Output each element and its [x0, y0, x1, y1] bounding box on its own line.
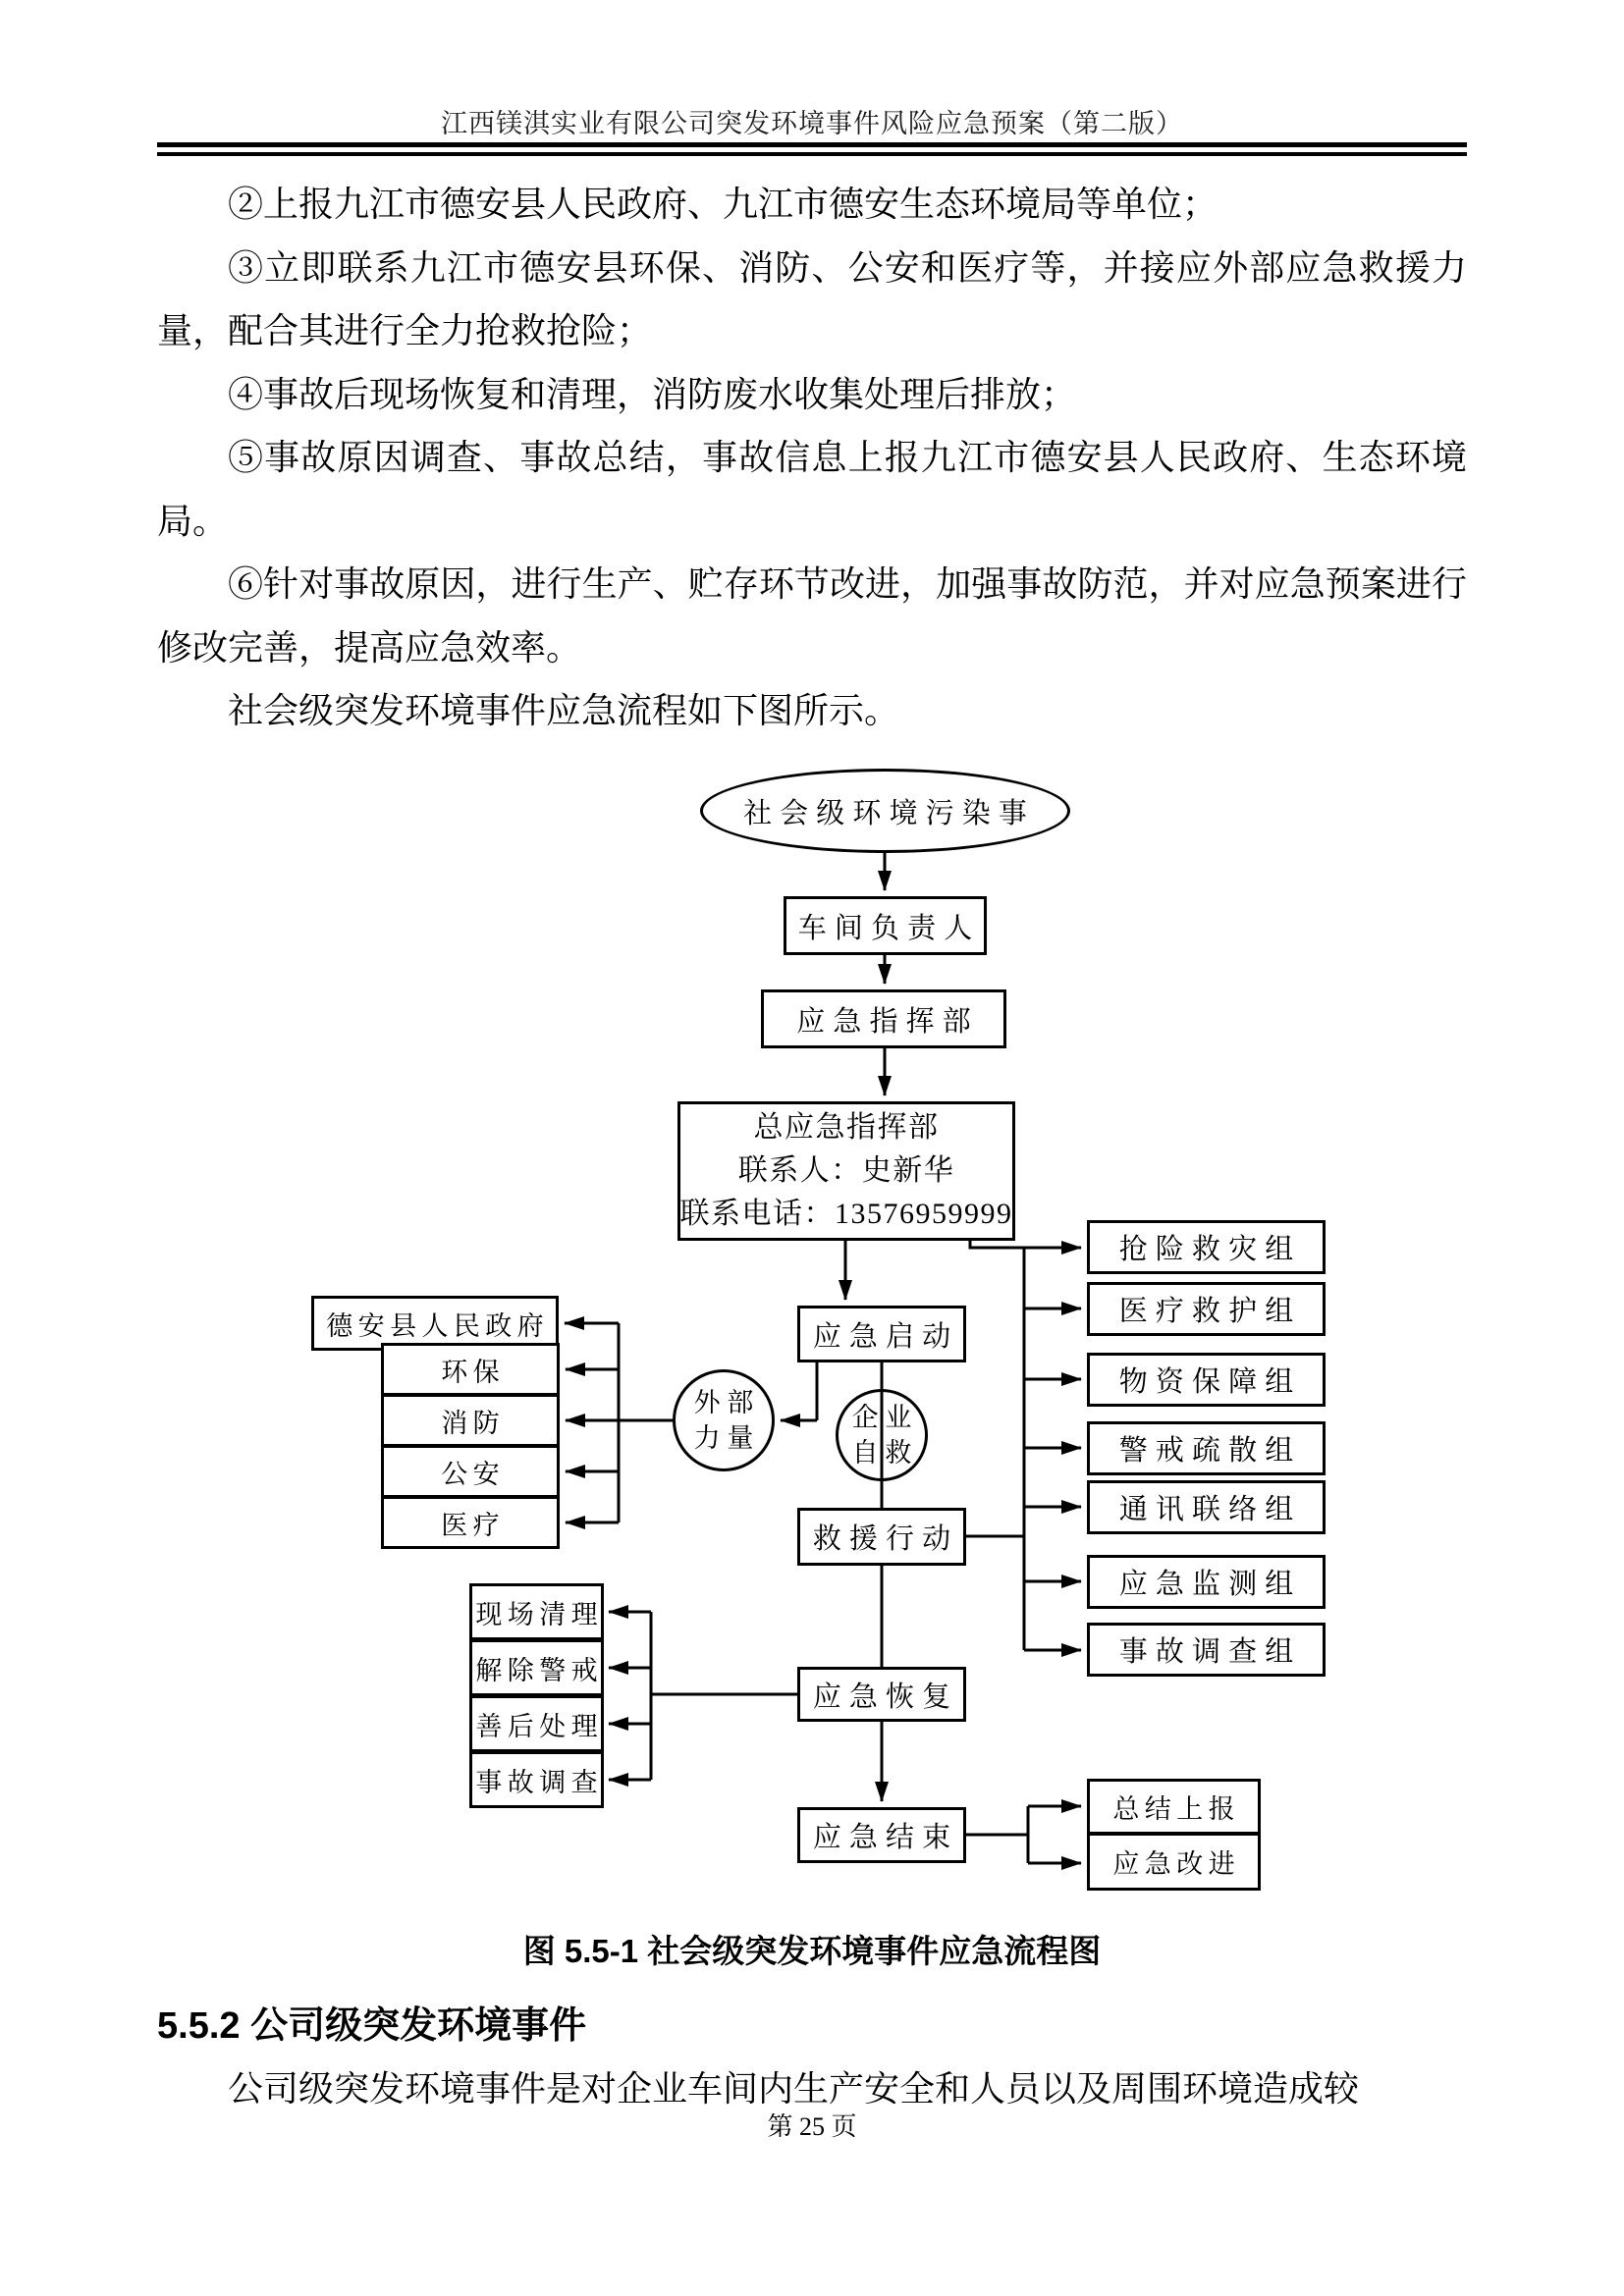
- node-team-rescue-relief: 抢险救灾组: [1087, 1220, 1326, 1274]
- section-heading: 5.5.2 公司级突发环境事件: [157, 2005, 587, 2047]
- paragraph-flow-intro: 社会级突发环境事件应急流程如下图所示。: [228, 691, 900, 730]
- external-force-line2: 力量: [693, 1423, 761, 1453]
- node-summary-report: 总结上报: [1087, 1779, 1261, 1835]
- node-agency-medical: 医疗: [381, 1496, 560, 1549]
- node-emergency-start: 应急启动: [797, 1306, 966, 1362]
- node-self-rescue: [836, 1389, 928, 1481]
- node-team-emergency-monitoring: 应急监测组: [1087, 1555, 1326, 1609]
- node-cleanup-site: 现场清理: [469, 1583, 604, 1640]
- node-team-accident-investigation: 事故调查组: [1087, 1623, 1326, 1677]
- paragraph-step2: ②上报九江市德安县人民政府、九江市德安生态环境局等单位；: [228, 185, 1218, 224]
- paragraph-step4: ④事故后现场恢复和清理，消防废水收集处理后排放；: [228, 374, 1077, 414]
- self-rescue-line1: 企业: [851, 1403, 919, 1432]
- node-agency-police: 公安: [381, 1445, 560, 1498]
- node-county-government: 德安县人民政府: [311, 1296, 559, 1351]
- emergency-flowchart: [0, 764, 1624, 1932]
- hq-title: 总应急指挥部: [753, 1111, 940, 1144]
- external-force-line1: 外部: [693, 1388, 761, 1417]
- node-workshop-leader: 车间负责人: [784, 896, 987, 955]
- page-header-title: 江西镁淇实业有限公司突发环境事件风险应急预案（第二版）: [441, 109, 1183, 138]
- node-agency-environment: 环保: [381, 1343, 560, 1396]
- hq-contact-phone: 联系电话：13576959999: [679, 1198, 1013, 1230]
- node-rescue-action: 救援行动: [797, 1508, 966, 1566]
- self-rescue-line2: 自救: [851, 1438, 919, 1468]
- node-team-material-support: 物资保障组: [1087, 1353, 1326, 1407]
- closing-paragraph: 公司级突发环境事件是对企业车间内生产安全和人员以及周围环境造成较: [228, 2069, 1360, 2109]
- node-agency-fire: 消防: [381, 1394, 560, 1447]
- node-external-force: [673, 1369, 775, 1471]
- paragraph-step6: ⑥针对事故原因，进行生产、贮存环节改进，加强事故防范，并对应急预案进行修改完善，提高应急效率。: [157, 564, 1467, 667]
- paragraph-step5: ⑤事故原因调查、事故总结，事故信息上报九江市德安县人民政府、生态环境局。: [157, 438, 1467, 541]
- figure-caption: 图 5.5-1 社会级突发环境事件应急流程图: [522, 1933, 1102, 1969]
- node-incident-source: 社会级环境污染事: [700, 769, 1070, 853]
- node-cleanup-investigation: 事故调查: [469, 1751, 604, 1808]
- node-cleanup-aftermath: 善后处理: [469, 1695, 604, 1752]
- node-command-dept: 应急指挥部: [761, 989, 1006, 1048]
- node-cleanup-lift-alert: 解除警戒: [469, 1639, 604, 1696]
- hq-contact-person: 联系人：史新华: [737, 1154, 955, 1187]
- paragraph-step3: ③立即联系九江市德安县环保、消防、公安和医疗等，并接应外部应急救援力量，配合其进行全力抢救抢险；: [157, 247, 1467, 350]
- node-emergency-improvement: 应急改进: [1087, 1833, 1261, 1891]
- node-team-security-evacuation: 警戒疏散组: [1087, 1421, 1326, 1475]
- page-number: 第 25 页: [767, 2112, 857, 2141]
- header-double-rule: [157, 142, 1467, 156]
- node-general-hq: [677, 1101, 1015, 1241]
- body-paragraphs: [157, 173, 1467, 743]
- node-emergency-recovery: 应急恢复: [797, 1667, 966, 1722]
- node-team-medical-aid: 医疗救护组: [1087, 1282, 1326, 1336]
- node-emergency-end: 应急结束: [797, 1807, 966, 1863]
- node-team-communication: 通讯联络组: [1087, 1480, 1326, 1534]
